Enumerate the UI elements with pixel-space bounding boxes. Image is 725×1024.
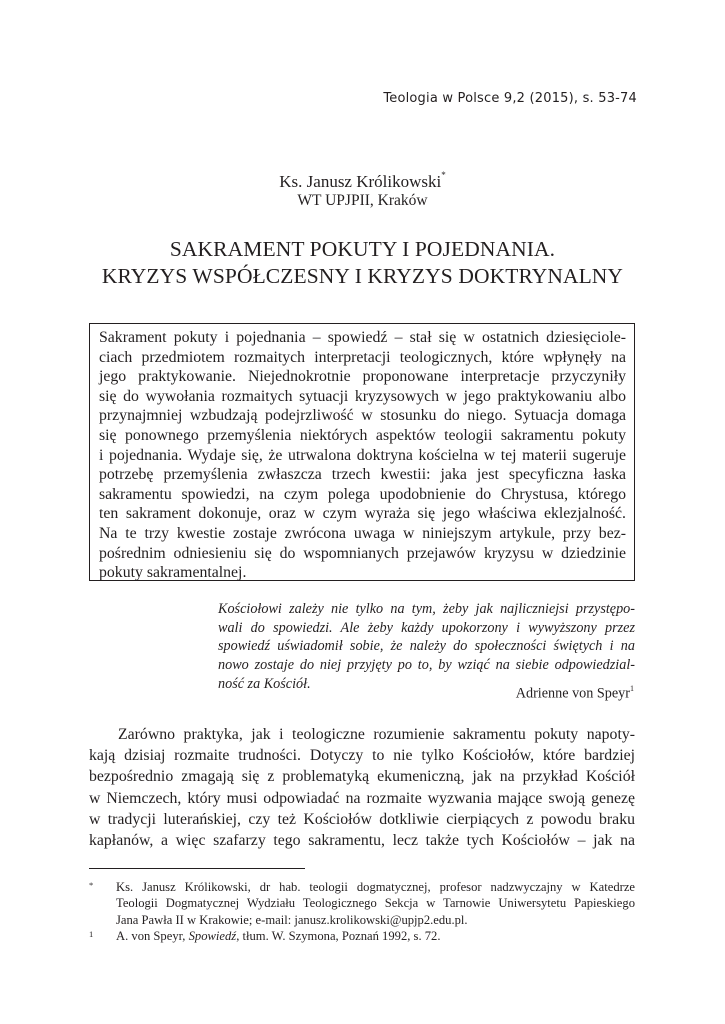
abstract-line: ciach przedmiotem rozmaitych interpretacji teologicznych, które wpłynęły na [99,348,626,366]
abstract-line: się ponownego przemyślenia niektórych aspektów teologii sakramentu pokuty [99,426,626,444]
abstract-line: ten sakrament dokonuje, oraz w czym wyraża się jego właściwa eklezjalność. [99,505,626,523]
body-paragraph [89,724,635,851]
footnote-separator [89,868,305,869]
footnote-citation-rest: , tłum. W. Szymona, Poznań 1992, s. 72. [236,929,441,944]
abstract-line: się do wywołania rozmaitych sytuacji kryzysowych w jego praktykowaniu albo [99,387,626,405]
abstract-line: Sakrament pokuty i pojednania – spowiedź – stał się w ostatnich dziesięciole- [99,329,626,346]
footnote-citation-title: Spowiedź [188,929,237,944]
body-line: w Niemczech, który musi odpowiadać na rozmaite wyzwania mające swoją genezę [89,789,635,807]
abstract-box [89,323,635,581]
author-footnote-mark[interactable]: * [441,170,446,181]
abstract-line: pośrednim odniesieniu się do wspomnianych przejawów kryzysu w dziedzinie [99,544,626,562]
abstract-line: Na te trzy kwestie zostaje zwrócona uwaga w niniejszym artykule, przy bez- [99,524,626,542]
body-line: bezpośrednio zmagają się z problematyką ekumeniczną, jak na przykład Kościół [89,768,635,786]
footnote-line [116,928,635,944]
footnote-mark: 1 [89,929,94,940]
author-affiliation: WT UPJPII, Kraków [297,192,428,209]
title-line-1: SAKRAMENT POKUTY I POJEDNANIA. [169,237,556,261]
body-line: kają dzisiaj rozmaite trudności. Dotyczy to nie tylko Kościołów, które bardziej [89,747,635,765]
footnote-mark: * [89,880,94,890]
author-line [0,172,725,192]
epigraph-line: ność za Kościół. [218,675,311,692]
body-line: w tradycji luterańskiej, czy też Kościołów dotkliwie cierpiących z powodu braku [89,810,635,828]
body-line: Zarówno praktyka, jak i teologiczne rozumienie sakramentu pokuty napoty- [118,726,635,743]
footnote-line: Jana Pawła II w Krakowie; e-mail: janusz.krolikowski@upjp2.edu.pl. [116,912,468,927]
article-title [0,236,725,290]
body-line: kapłanów, a więc szafarzy tego sakramentu, lecz także tych Kościołów – jak na [89,831,635,849]
footnote-author [89,879,635,928]
epigraph-footnote-mark[interactable]: 1 [630,684,634,693]
footnote-line: Ks. Janusz Królikowski, dr hab. teologii dogmatycznej, profesor nadzwyczajny w Katedrze [116,880,635,894]
epigraph-attribution [516,685,634,703]
author-name: Ks. Janusz Królikowski [279,172,442,191]
epigraph-author: Adrienne von Speyr [515,685,630,702]
abstract-line: pokuty sakramentalnej. [99,564,247,582]
footnote-line: Teologii Dogmatycznej Wydziału Teologicznego Sekcja w Tarnowie Uniwersytetu Papieskiego [116,896,635,911]
running-head: Teologia w Polsce 9,2 (2015), s. 53-74 [383,91,637,106]
footnotes [89,879,635,945]
abstract-line: sakramentu spowiedzi, na czym polega upodobnienie do Chrystusa, którego [99,485,626,503]
footnote-citation-author: A. von Speyr, [116,929,189,944]
abstract-line: potrzebę przemyślenia zwłaszcza trzech kwestii: jaka jest specyficzna łaska [99,466,626,484]
footnote-1 [89,928,635,944]
epigraph-quote [218,600,635,693]
epigraph-line: spowiedź uświadomił sobie, że należy do społeczności świętych i na [218,638,635,655]
abstract-line: przynajmniej wzbudzają podejrzliwość w stosunku do niego. Sytuacja domaga [99,407,626,425]
abstract-line: i pojednania. Wydaje się, że utrwalona doktryna kościelna w tej materii sugeruje [99,446,626,464]
epigraph-line: nowo zostaje do niej przyjęty po to, by wziąć na siebie odpowiedzial- [218,657,635,674]
epigraph-line: Kościołowi zależy nie tylko na tym, żeby jak najliczniejsi przystępo- [218,601,635,617]
epigraph-line: wali do spowiedzi. Ale żeby każdy upokorzony i wywyższony przez [218,619,635,636]
title-line-2: KRYZYS WSPÓŁCZESNY I KRYZYS DOKTRYNALNY [101,264,624,288]
abstract-line: jego praktykowanie. Niejednokrotnie proponowane interpretacje przyczyniły [99,368,626,386]
